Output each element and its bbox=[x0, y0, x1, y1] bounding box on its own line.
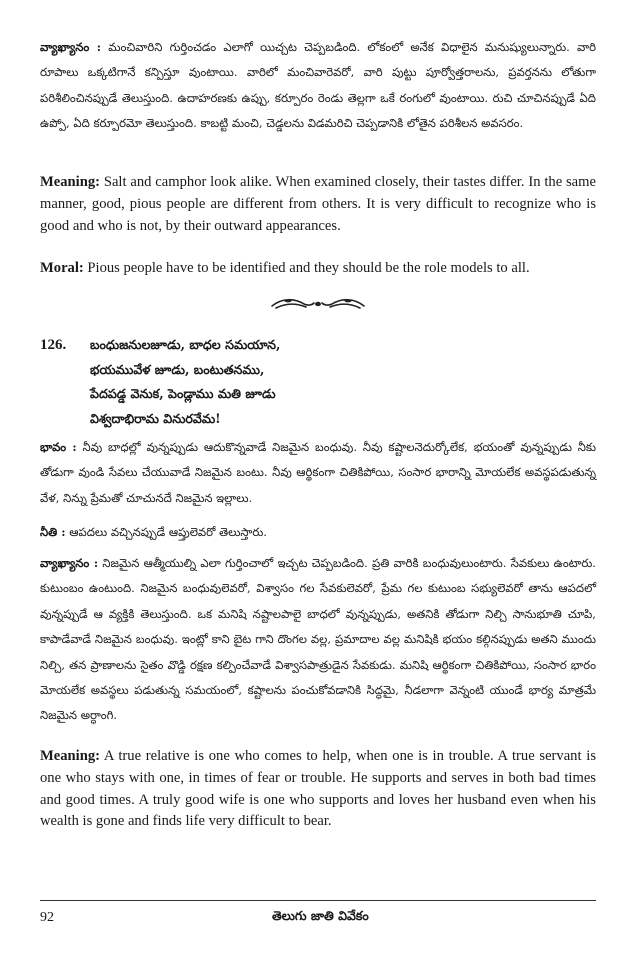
page-number: 92 bbox=[40, 910, 54, 925]
verse-number: 126. bbox=[40, 337, 67, 353]
floral-divider-icon bbox=[268, 293, 368, 315]
commentary-text: మంచివారిని గుర్తించడం ఎలాగో యిచ్చట చెప్పబడింది. లోకంలో అనేక విధాలైన మనుష్యులున్నారు. వారి రూపాలు ఒక్కటిగానే కన్పిస్తూ వుంటాయి. వారిలో మంచివారెవరో, వారి పుట్టు పూర్వోత్తరాలను, ప్రవర్తనను లోతుగా పరిశీలించినప్పుడే తెలుస్తుంది. ఉదాహరణకు ఉప్పు, కర్పూరం రెండు తెల్లగా ఒకే రంగులో వుంటాయి. రుచి చూచినప్పుడే ఏది ఉప్పో, ఏది కర్పూరమో తెలుస్తుంది. కాబట్టి మంచి, చెడ్డలను విడమరిచి చెప్పడానికి లోతైన పరిశీలన అవసరం. bbox=[40, 40, 596, 131]
neethi-text: ఆపదలు వచ్చినప్పుడే ఆప్తులెవరో తెలుస్తారు. bbox=[65, 525, 267, 539]
neethi-paragraph bbox=[40, 520, 267, 545]
commentary-text: నిజమైన ఆత్మీయుల్ని ఎలా గుర్తించాలో ఇచ్చట చెప్పబడింది. ప్రతి వారికి బంధువులుంటారు. సేవకులు ఉంటారు. కుటుంబం ఉంటుంది. నిజమైన బంధువులెవరో, విశ్వాసం గల సేవకులెవరో, ప్రేమ గల కుటుంబ సభ్యులెవరో తాను ఆపదలో వున్నప్పుడే ఆ వ్యక్తికి తెలుస్తుంది. ఒక మనిషి నష్టాలపాలై బాధలో వున్నప్పుడు, అతనికి తోడుగా నిల్చి సానుభూతి చూపి, కాపాడేవాడే నిజమైన బంధువు. ఇంట్లో కాని బైట గాని దొంగల వల్ల, ప్రమాదాల వల్ల మనిషికి భయం కల్గినప్పుడు అతని ముందు నిల్చి, తన ప్రాణాలను సైతం వొడ్డి రక్షణ కల్పించేవాడే విశ్వాసపాత్రుడైన సేవకుడు. మనిషి ఆర్థికంగా చితికిపోయి, సంసార భారం మోయలేక అవస్థలు పడుతున్న సమయంలో, కష్టాలను పంచుకోవడానికి సిద్ధమై, నీడలాగా వెన్నంటి యుండే భార్య మాత్రమే నిజమైన అర్ధాంగి. bbox=[40, 556, 596, 723]
meaning-text: Salt and camphor look alike. When examined closely, their tastes differ. In the same manner, good, pious people are different from others. It is very difficult to recognize who is good and who is not, by their outward appearances. bbox=[40, 174, 596, 234]
commentary-paragraph-2 bbox=[40, 551, 596, 729]
moral-label: Moral: bbox=[40, 260, 84, 276]
neethi-label: నీతి : bbox=[40, 525, 66, 539]
verse-line: విశ్వదాభిరామ వినురవేమ! bbox=[90, 410, 221, 426]
verse-lines bbox=[90, 333, 280, 431]
meaning-label: Meaning: bbox=[40, 748, 100, 764]
verse-line: పేదపడ్డ వెనుక, పెండ్లాము మతి జూడు bbox=[90, 386, 276, 401]
meaning-text: A true relative is one who comes to help, when one is in trouble. A true servant is one who stays with one, in times of fear or trouble. He supports and serves in both bad times and good times. A truly good wife is one who supports and loves her husband even when his wealth is gone and finds life very difficult to bear. bbox=[40, 748, 596, 830]
meaning-paragraph-2 bbox=[40, 746, 596, 833]
page-footer bbox=[40, 900, 596, 930]
moral-text: Pious people have to be identified and they should be the role models to all. bbox=[83, 260, 530, 276]
meaning-paragraph-1 bbox=[40, 172, 596, 237]
commentary-label: వ్యాఖ్యానం : bbox=[40, 556, 99, 570]
bhavam-text: నీవు బాధల్లో వున్నప్పుడు ఆదుకొన్నవాడే నిజమైన బంధువు. నీవు కష్టాలనెదుర్కోలేక, భయంతో వున్నప్పుడు నీకు తోడుగా వుండి సేవలు చేయువాడే నిజమైన బంటు. నీవు ఆర్థికంగా చితికిపోయి, సంసార భారాన్ని మోయలేక అవస్థపడుతున్న వేళ, నిన్ను ప్రేమతో చూచునదే నిజమైన ఇల్లాలు. bbox=[40, 440, 596, 505]
bhavam-label: భావం : bbox=[40, 440, 77, 454]
verse-line: బంధుజనులజూడు, బాధల సమయాన, bbox=[90, 337, 281, 352]
book-title: తెలుగు జాతి వివేకం bbox=[272, 908, 369, 923]
commentary-paragraph-1 bbox=[40, 35, 596, 137]
verse-line: భయమువేళ జూడు, బంటుతనము, bbox=[90, 361, 265, 377]
bhavam-paragraph bbox=[40, 435, 596, 511]
footer-rule bbox=[40, 900, 596, 901]
commentary-label: వ్యాఖ్యానం : bbox=[40, 40, 102, 54]
moral-paragraph bbox=[40, 258, 530, 280]
meaning-label: Meaning: bbox=[40, 174, 100, 190]
